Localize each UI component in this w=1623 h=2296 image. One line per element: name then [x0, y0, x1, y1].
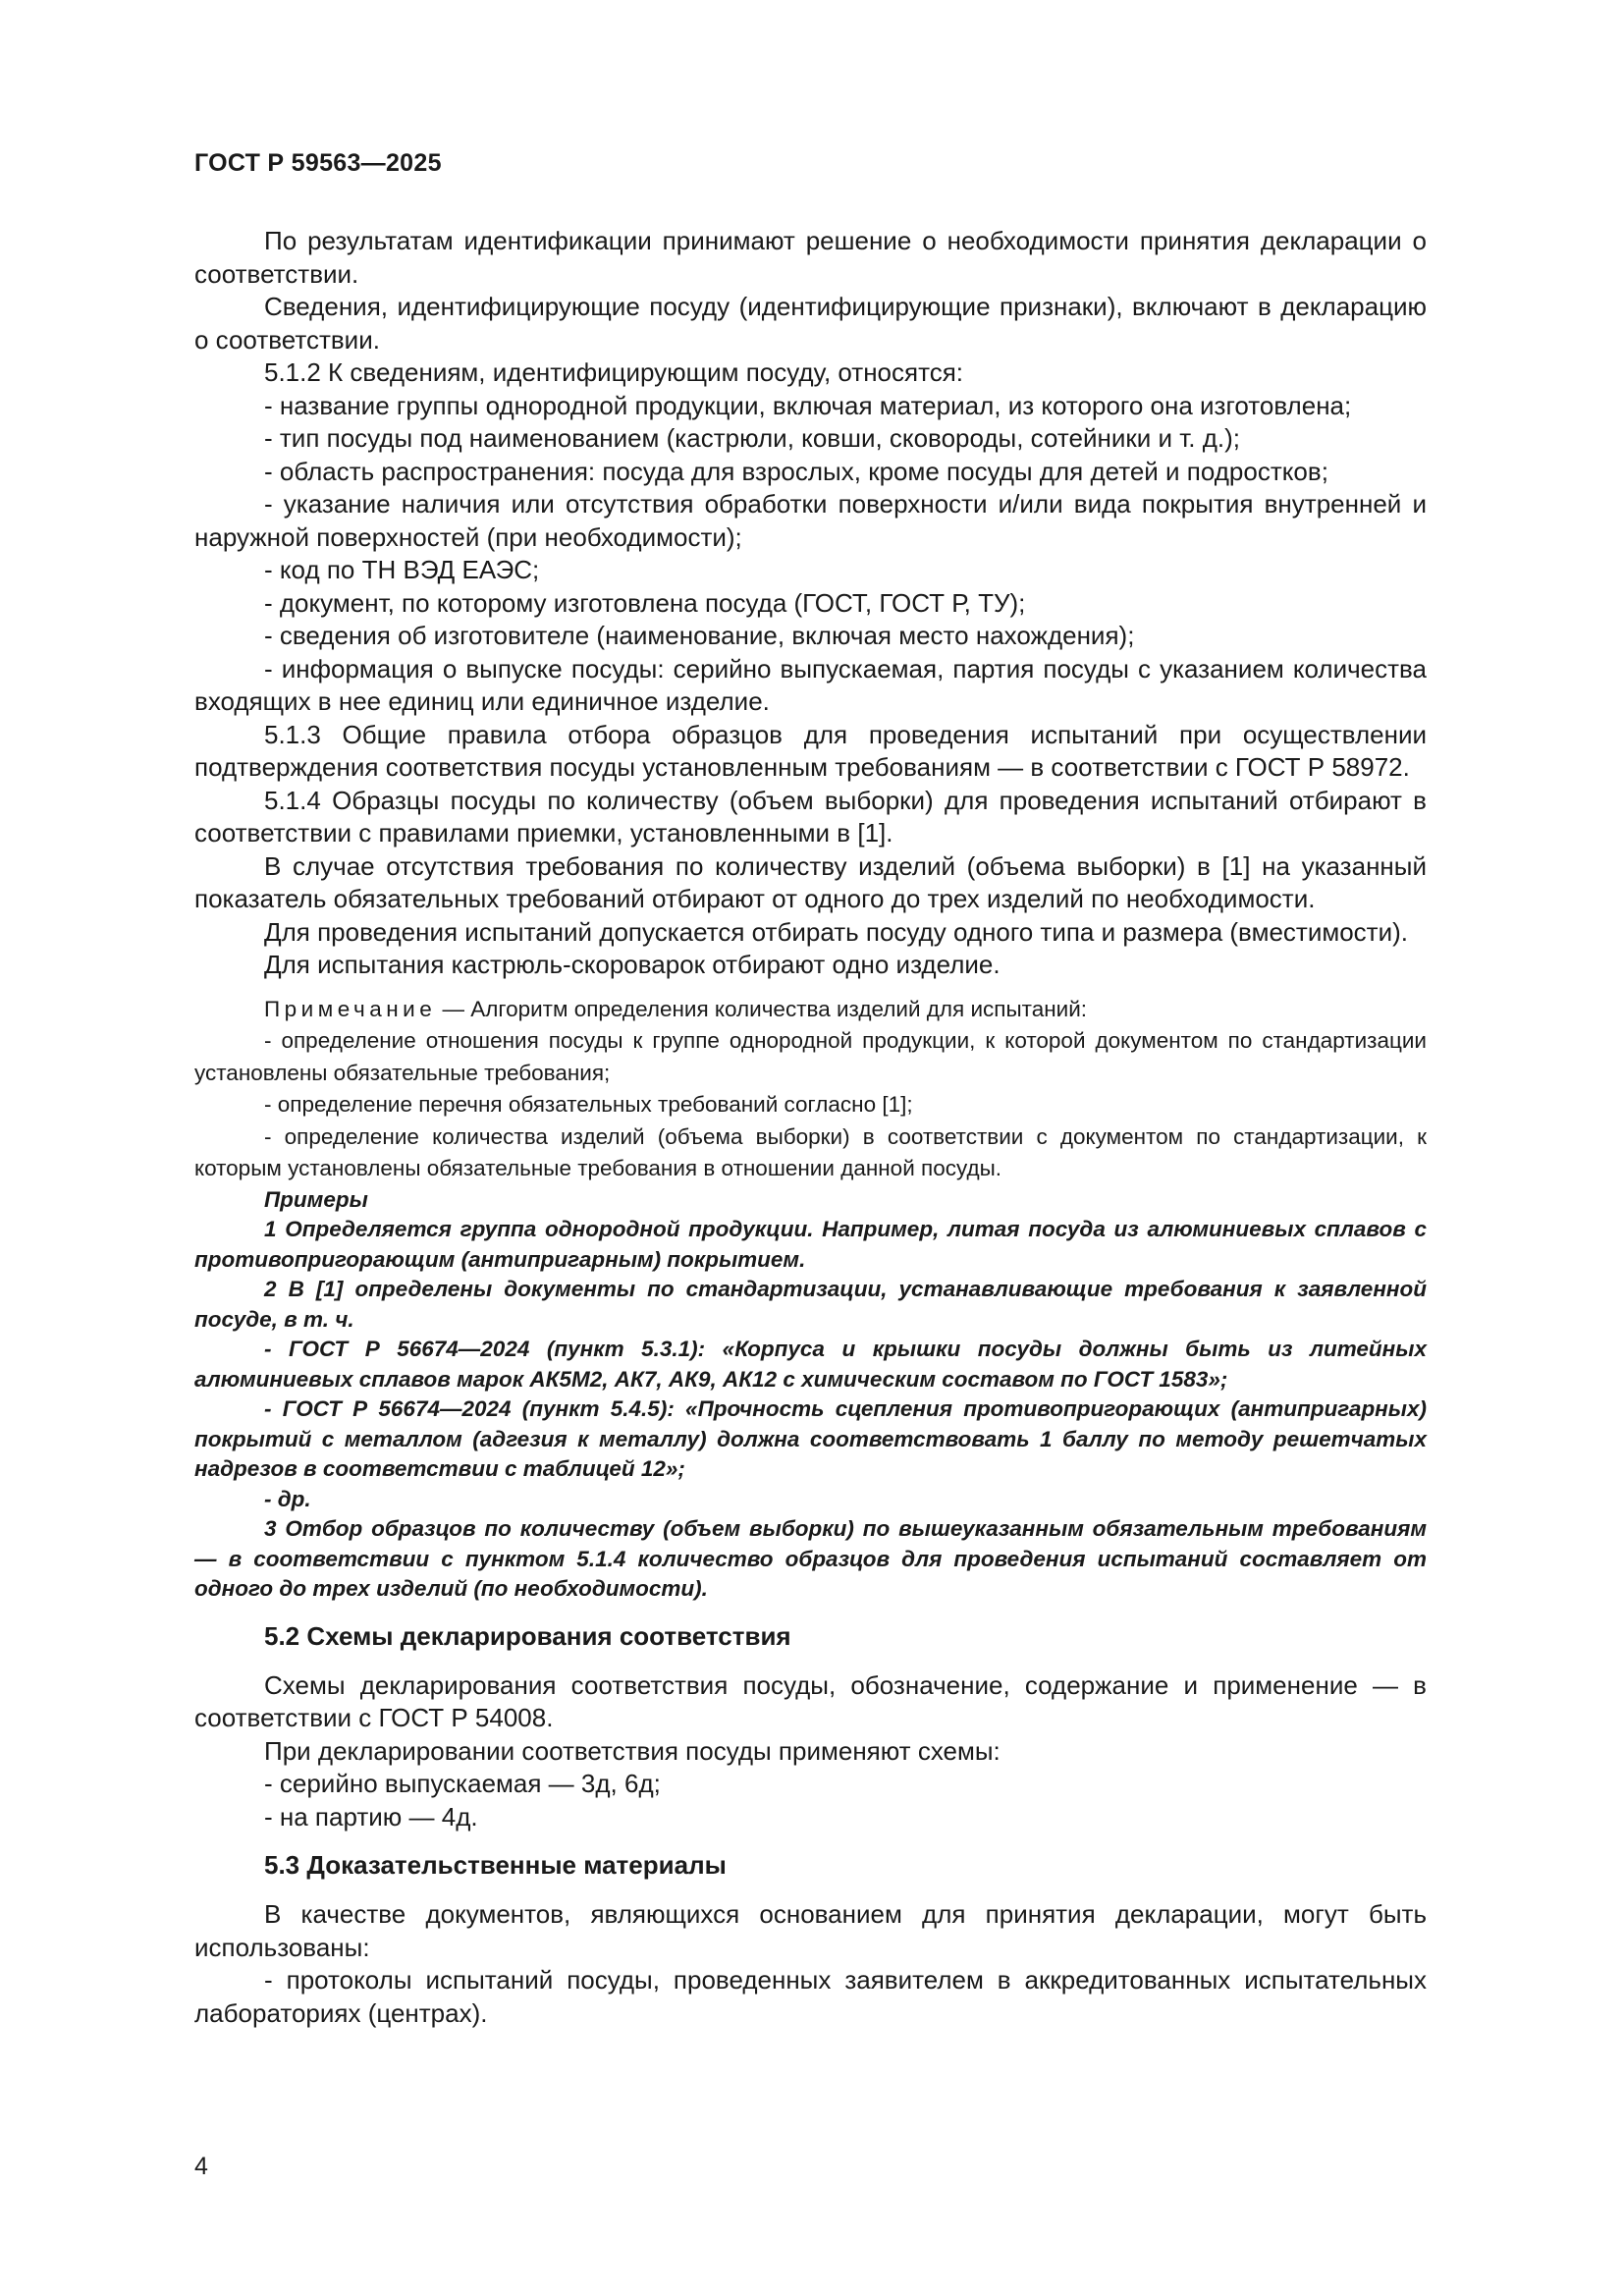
example-item: - ГОСТ Р 56674—2024 (пункт 5.4.5): «Прочность сцепления противопригорающих (антипригарных) покрытий с металлом (адгезия к металлу) должна соответствовать 1 баллу по методу решетчатых надрезов в соответствии с таблицей 12»; [194, 1396, 1427, 1481]
section-heading-5-2: 5.2 Схемы декларирования соответствия [264, 1620, 791, 1651]
paragraph: При декларировании соответствия посуды применяют схемы: [264, 1735, 1001, 1766]
note-block [194, 994, 1427, 1185]
note-intro [194, 994, 1427, 1026]
page-body [194, 225, 1427, 2030]
paragraph: В случае отсутствия требования по количеству изделий (объема выборки) в [1] на указанный показатель обязательных требований отбирают от одного до трех изделий по необходимости. [194, 850, 1427, 913]
doc-number-header: ГОСТ Р 59563—2025 [194, 149, 442, 177]
example-item: - др. [264, 1486, 311, 1511]
list-item: - код по ТН ВЭД ЕАЭС; [264, 555, 540, 584]
list-item: - серийно выпускаемая — 3д, 6д; [264, 1769, 661, 1798]
paragraph: Схемы декларирования соответствия посуды, обозначение, содержание и применение — в соответствии с ГОСТ Р 54008. [194, 1669, 1427, 1732]
examples-block [194, 1185, 1427, 1605]
paragraph: По результатам идентификации принимают решение о необходимости принятия декларации о соответствии. [194, 226, 1427, 289]
list-item: - тип посуды под наименованием (кастрюли, ковши, сковороды, сотейники и т. д.); [264, 423, 1240, 453]
paragraph: Для испытания кастрюль-скороварок отбирают одно изделие. [264, 950, 1001, 979]
example-item: 3 Отбор образцов по количеству (объем выборки) по вышеуказанным обязательным требованиям — в соответствии с пунктом 5.1.4 количество образцов для проведения испытаний составляет от одного до трех изделий (по необходимости). [194, 1516, 1427, 1601]
list-item: - информация о выпуске посуды: серийно выпускаемая, партия посуды с указанием количества входящих в нее единиц или единичное изделие. [194, 653, 1427, 716]
clause-5-1-3: 5.1.3 Общие правила отбора образцов для проведения испытаний при осуществлении подтверждения соответствия посуды установленным требованиям — в соответствии с ГОСТ Р 58972. [194, 719, 1427, 782]
paragraph: В качестве документов, являющихся основанием для принятия декларации, могут быть использованы: [194, 1899, 1427, 1962]
list-item: - документ, по которому изготовлена посуда (ГОСТ, ГОСТ Р, ТУ); [264, 587, 1026, 618]
list-item: - на партию — 4д. [264, 1801, 478, 1831]
note-item: - определение отношения посуды к группе однородной продукции, к которой документом по стандартизации установлены обязательные требования; [194, 1028, 1427, 1085]
note-item: - определение перечня обязательных требований согласно [1]; [264, 1092, 913, 1117]
note-text: — Алгоритм определения количества изделий для испытаний: [436, 996, 1088, 1021]
page-number: 4 [194, 2153, 208, 2180]
clause-5-1-4: 5.1.4 Образцы посуды по количеству (объем выборки) для проведения испытаний отбирают в соответствии с правилами приемки, установленными в [1]. [194, 785, 1427, 847]
example-item: - ГОСТ Р 56674—2024 (пункт 5.3.1): «Корпуса и крышки посуды должны быть из литейных алюминиевых сплавов марок АК5М2, АК7, АК9, АК12 с химическим составом по ГОСТ 1583»; [194, 1337, 1427, 1392]
note-label: Примечание [264, 996, 437, 1021]
paragraph: Сведения, идентифицирующие посуду (идентифицирующие признаки), включают в декларацию о соответствии. [194, 292, 1427, 355]
list-item: - указание наличия или отсутствия обработки поверхности и/или вида покрытия внутренней и наружной поверхностей (при необходимости); [194, 489, 1427, 552]
section-heading-5-3: 5.3 Доказательственные материалы [264, 1850, 727, 1880]
list-item: - сведения об изготовителе (наименование, включая место нахождения); [264, 621, 1135, 650]
examples-title: Примеры [264, 1186, 368, 1212]
clause-5-1-2: 5.1.2 К сведениям, идентифицирующим посуду, относятся: [264, 357, 964, 387]
example-item: 2 В [1] определены документы по стандартизации, устанавливающие требования к заявленной посуде, в т. ч. [194, 1277, 1427, 1332]
example-item: 1 Определяется группа однородной продукции. Например, литая посуда из алюминиевых сплавов с противопригорающим (антипригарным) покрытием. [194, 1217, 1427, 1272]
list-item: - область распространения: посуда для взрослых, кроме посуды для детей и подростков; [264, 456, 1328, 486]
list-item: - протоколы испытаний посуды, проведенных заявителем в аккредитованных испытательных лабораториях (центрах). [194, 1965, 1427, 2028]
paragraph: Для проведения испытаний допускается отбирать посуду одного типа и размера (вместимости). [264, 916, 1408, 947]
list-item: - название группы однородной продукции, включая материал, из которого она изготовлена; [264, 390, 1352, 420]
note-item: - определение количества изделий (объема выборки) в соответствии с документом по стандартизации, к которым установлены обязательные требования в отношении данной посуды. [194, 1123, 1427, 1180]
